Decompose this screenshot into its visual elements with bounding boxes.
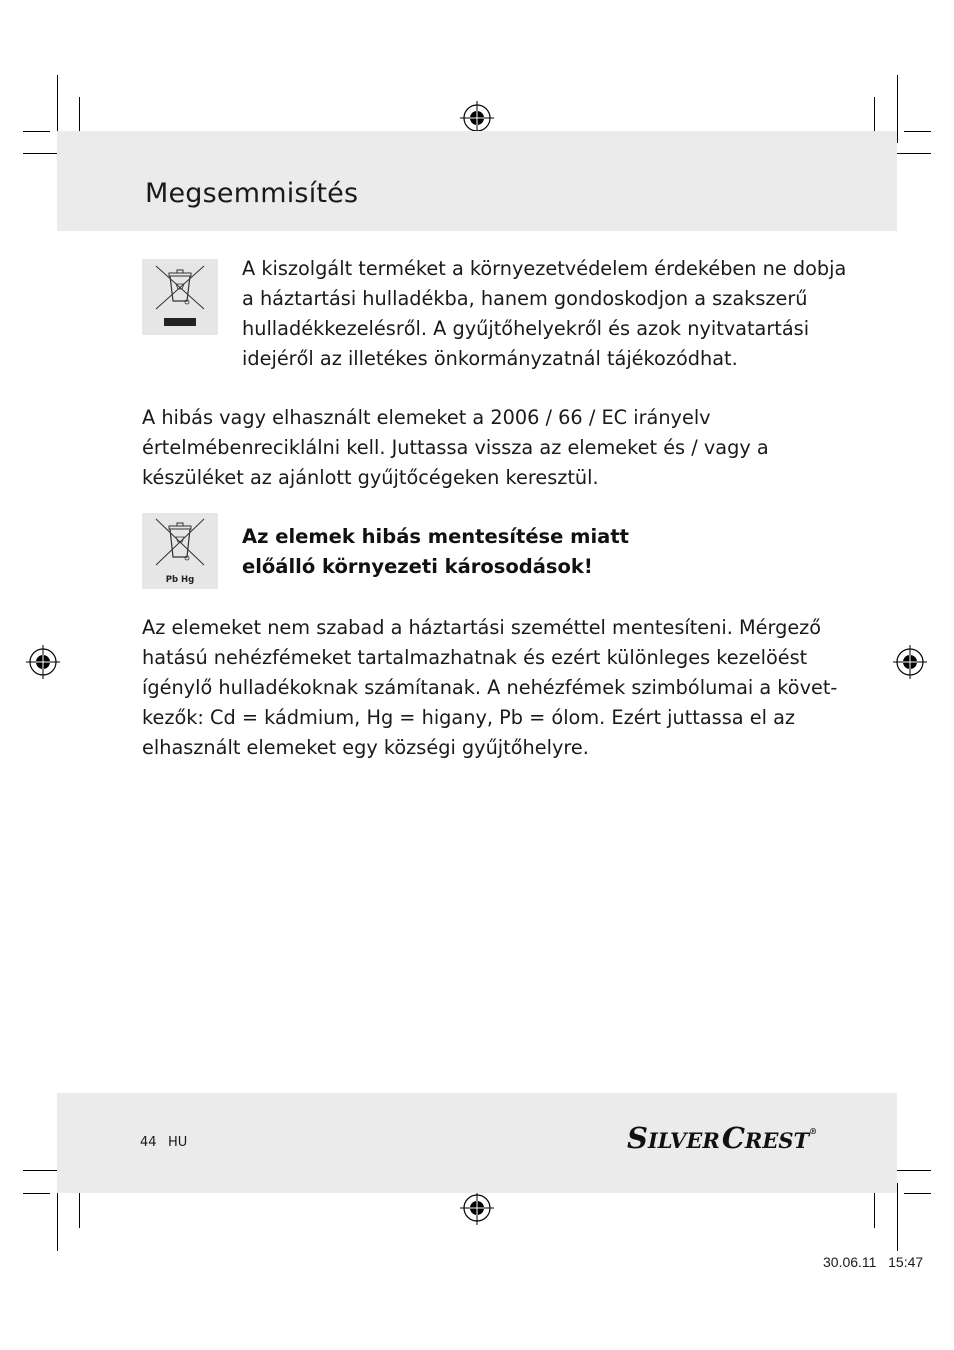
print-timestamp (823, 1254, 923, 1270)
print-time: 15:47 (888, 1254, 924, 1270)
crop-mark (79, 97, 80, 135)
text-line: Az elemeket nem szabad a háztartási szeméttel mentesíteni. Mérgező (142, 616, 822, 639)
logo-initial: S (627, 1121, 648, 1154)
text-line: A kiszolgált terméket a környezetvédelem érdekében ne dobja (242, 257, 847, 280)
crossed-bin-icon (142, 259, 218, 335)
crop-mark (874, 1190, 875, 1228)
battery-directive-paragraph (142, 403, 769, 493)
crop-mark (79, 1190, 80, 1228)
page-title: Megsemmisítés (145, 178, 359, 209)
battery-disposal-symbol (142, 513, 218, 589)
logo-initial: C (721, 1121, 745, 1154)
logo-text: ILVER (647, 1128, 720, 1153)
silvercrest-logo (627, 1120, 817, 1154)
registration-mark-icon (893, 645, 927, 679)
crop-mark (904, 1193, 931, 1194)
text-line: értelmébenreciklálni kell. Juttassa vissza az elemeket és / vagy a (142, 436, 769, 459)
print-date: 30.06.11 (823, 1254, 877, 1270)
text-line: a háztartási hulladékba, hanem gondoskodjon a szakszerű (242, 287, 808, 310)
text-line: hatású nehézfémeket tartalmazhatnak és ezért különleges kezelöést (142, 646, 808, 669)
crop-mark (897, 75, 898, 143)
text-line: Az elemek hibás mentesítése miatt (242, 525, 629, 548)
crossed-battery-bin-icon (142, 513, 218, 589)
warning-heading (242, 522, 629, 582)
svg-text:SILVERCREST® (627, 1121, 817, 1154)
crop-mark (897, 1183, 898, 1251)
text-line: A hibás vagy elhasznált elemeket a 2006 / 66 / EC irányelv (142, 406, 711, 429)
registered-mark: ® (809, 1126, 817, 1136)
text-line: idejéről az illetékes önkormányzatnál tájékozódhat. (242, 347, 738, 370)
page-number: 44 (140, 1135, 157, 1150)
language-code: HU (168, 1135, 188, 1150)
text-line: hulladékkezelésről. A gyűjtőhelyekről és azok nyitvatartási (242, 317, 810, 340)
text-line: elhasznált elemeket egy községi gyűjtőhelyre. (142, 736, 589, 759)
text-line: előálló környezeti károsodások! (242, 555, 593, 578)
text-line: készüléket az ajánlott gyűjtőcégeken keresztül. (142, 466, 599, 489)
crop-mark (23, 1193, 50, 1194)
logo-text: REST (744, 1128, 810, 1153)
heavy-metals-paragraph (142, 613, 837, 763)
battery-metals-label: Pb Hg (165, 575, 195, 585)
crop-mark (904, 131, 931, 132)
registration-mark-icon (460, 101, 494, 135)
weee-symbol (142, 259, 218, 335)
crop-mark (23, 131, 50, 132)
text-line: kezők: Cd = kádmium, Hg = higany, Pb = ólom. Ezért juttassa el az (142, 706, 796, 729)
text-line: ígénylő hulladékoknak számítanak. A nehézfémek szimbólumai a követ- (142, 676, 838, 699)
crop-mark (874, 97, 875, 135)
crop-mark (57, 1183, 58, 1251)
registration-mark-icon (460, 1191, 494, 1225)
registration-mark-icon (26, 645, 60, 679)
disposal-paragraph (242, 254, 846, 374)
